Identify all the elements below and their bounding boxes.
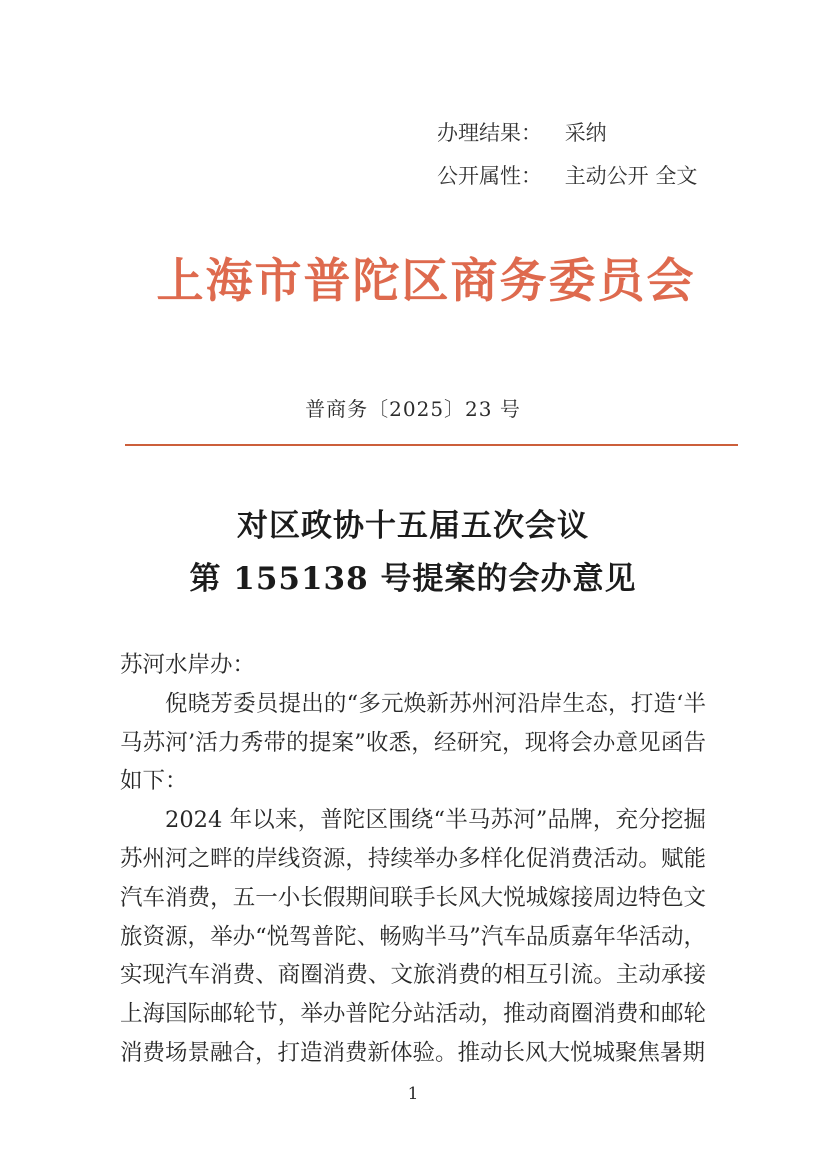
meta-row-result [437,112,697,155]
meta-block [437,112,697,198]
meta-result-label: 办理结果： [437,121,542,145]
agency-title: 上海市普陀区商务委员会 [156,254,696,309]
meta-result-value: 采纳 [564,121,607,145]
meta-publicity-label: 公开属性： [437,164,542,188]
salutation: 苏河水岸办： [120,652,256,678]
doc-number: 普商务〔2025〕23 号 [305,397,521,421]
doc-title [120,500,706,606]
paragraph-1: 倪晓芳委员提出的“多元焕新苏州河沿岸生态，打造‘半马苏河’活力秀带的提案”收悉，经研究，现将会办意见函告如下： [120,690,706,795]
divider-line [125,444,738,446]
meta-publicity-value: 主动公开 全文 [564,164,698,188]
doc-title-line2: 第 155138 号提案的会办意见 [189,561,637,597]
page-number: 1 [407,1084,419,1104]
meta-row-publicity [437,155,697,198]
paragraph-2: 2024 年以来，普陀区围绕“半马苏河”品牌，充分挖掘苏州河之畔的岸线资源，持续举办多样化促消费活动。赋能汽车消费，五一小长假期间联手长风大悦城嫁接周边特色文旅资源，举办“悦驾普陀、畅购半马”汽车品质嘉年华活动，实现汽车消费、商圈消费、文旅消费的相互引流。主动承接上海国际邮轮节，举办普陀分站活动，推动商圈消费和邮轮消费场景融合，打造消费新体验。推动长风大悦城聚焦暑期 [120,807,706,1066]
doc-title-line1: 对区政协十五届五次会议 [237,508,589,544]
body-text [120,646,706,1073]
